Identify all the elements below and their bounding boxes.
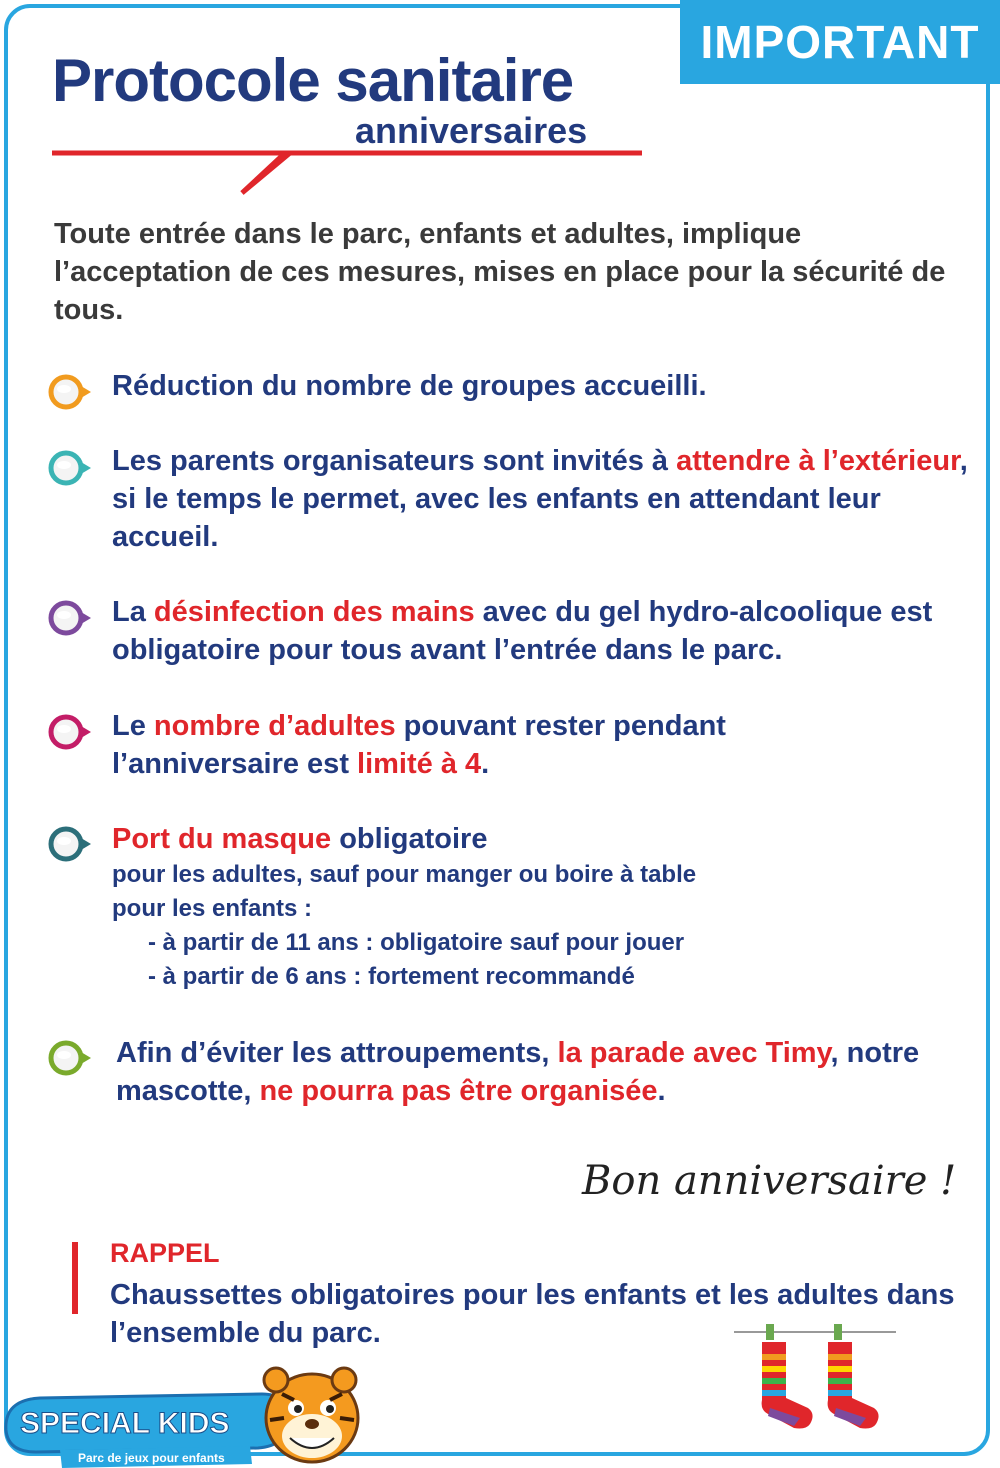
item-5-sub-adults: pour les adultes, sauf pour manger ou boire à table (112, 861, 697, 888)
sock-left-icon (762, 1324, 813, 1429)
item-3-highlight: désinfection des mains (153, 596, 475, 628)
item-5-sub-6: - à partir de 6 ans : fortement recommandé (148, 963, 635, 990)
bullet-purple-icon (44, 594, 94, 644)
item-5-highlight: Port du masque (112, 823, 332, 855)
item-4-text-c: . (481, 748, 490, 780)
item-3-text-b: avec du gel hydro-alcoolique est obligatoire pour tous avant l’entrée dans le parc. (112, 596, 933, 666)
birthday-wish: Bon anniversaire ! (582, 1158, 957, 1204)
item-2-highlight: attendre à l’extérieur (676, 445, 960, 477)
item-5-sub-11: - à partir de 11 ans : obligatoire sauf pour jouer (148, 929, 685, 956)
item-4-highlight-b: limité à 4 (357, 748, 482, 780)
list-item-2 (112, 442, 972, 556)
item-4-text-a: Le (112, 710, 154, 742)
bullet-magenta-icon (44, 708, 94, 758)
item-5-text: obligatoire (331, 823, 488, 855)
intro-text: Toute entrée dans le parc, enfants et adultes, implique l’acceptation de ces mesures, mises en place pour la sécurité de tous. (54, 218, 946, 326)
item-2-text-a: Les parents organisateurs sont invités à (112, 445, 677, 477)
important-badge: IMPORTANT (680, 0, 1000, 84)
bullet-darkteal-icon (44, 820, 94, 870)
logo-brand: SPECIAL KIDS (20, 1407, 230, 1440)
special-kids-logo (0, 1360, 380, 1468)
list-item-1 (112, 367, 972, 405)
item-3-text-a: La (112, 596, 154, 628)
item-6-text-a: Afin d’éviter les attroupements, (116, 1037, 558, 1069)
bullet-green-icon (44, 1034, 94, 1084)
item-5-sub-children: pour les enfants : (112, 895, 313, 922)
item-4-highlight-a: nombre d’adultes (153, 710, 396, 742)
socks-illustration-icon (730, 1322, 900, 1442)
rappel-text: Chaussettes obligatoires pour les enfants et les adultes dans l’ensemble du parc. (110, 1279, 955, 1349)
list-item-6 (116, 1034, 976, 1110)
logo-tagline: Parc de jeux pour enfants (78, 1451, 225, 1465)
sock-right-icon (828, 1324, 879, 1429)
rappel-accent-bar (72, 1242, 78, 1314)
list-item-3 (112, 593, 992, 669)
item-6-highlight-b: ne pourra pas être organisée (259, 1075, 658, 1107)
item-6-text-c: . (657, 1075, 666, 1107)
page-subtitle: anniversaires (355, 110, 588, 151)
bullet-orange-icon (44, 368, 94, 418)
list-item-4 (112, 707, 872, 783)
item-6-highlight-a: la parade avec Timy (557, 1037, 831, 1069)
item-4-text-b: pouvant rester pendant l’anniversaire est (112, 710, 726, 780)
page-title: Protocole sanitaire (52, 47, 574, 114)
tiger-mascot-icon (264, 1368, 358, 1462)
item-6-text-b: , notre mascotte, (116, 1037, 920, 1107)
item-2-text-b: , si le temps le permet, avec les enfants en attendant leur accueil. (112, 445, 968, 553)
list-item-5 (112, 820, 972, 994)
bullet-teal-icon (44, 444, 94, 494)
rappel-title: RAPPEL (110, 1238, 220, 1268)
speech-bubble-underline-icon (50, 148, 650, 198)
item-1-text: Réduction du nombre de groupes accueilli. (112, 370, 707, 402)
